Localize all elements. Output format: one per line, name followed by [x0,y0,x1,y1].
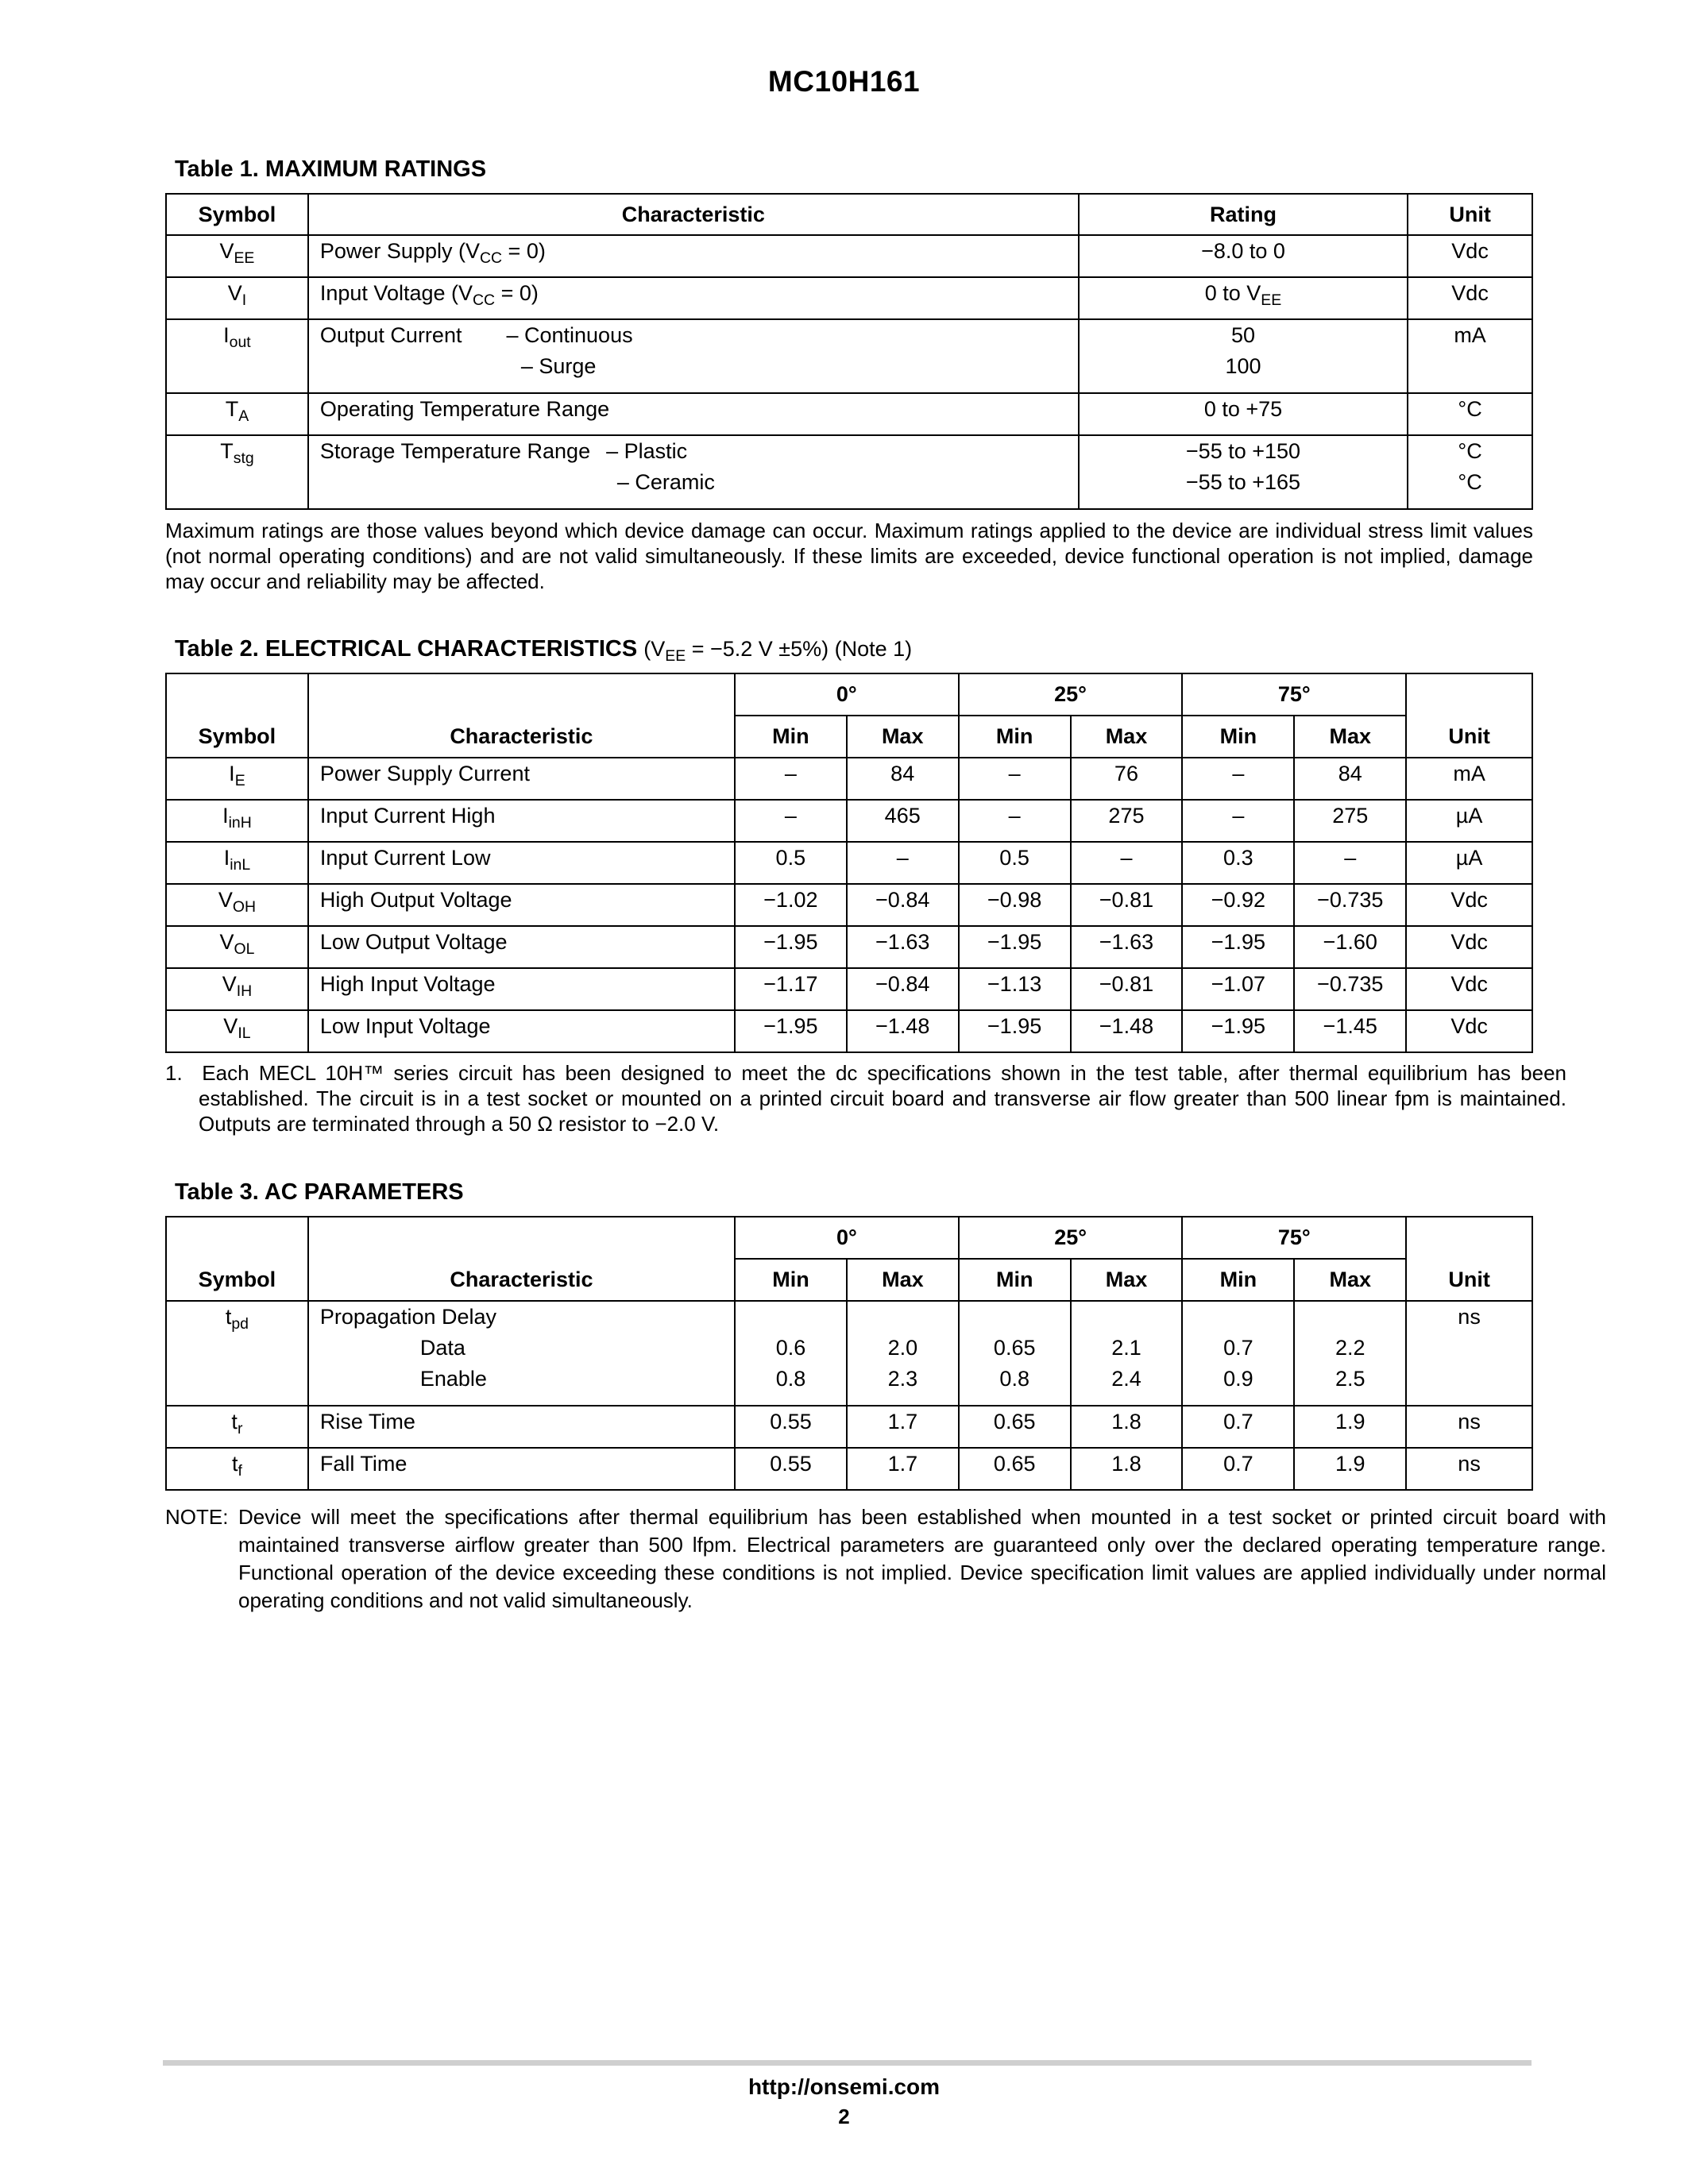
characteristic-cell: Input Current Low [308,842,735,884]
value-cell: – [959,758,1071,800]
value-cell: −1.48 [847,1010,959,1052]
header-min: Min [1182,716,1294,758]
value-cell: – [1071,842,1183,884]
rating-cell: 0 to +75 [1079,393,1408,435]
characteristic-cell: Low Input Voltage [308,1010,735,1052]
page-number: 2 [838,2105,850,2128]
unit-cell: mA [1406,758,1532,800]
characteristic-cell: Input Voltage $(V_{CC} = 0)$ [308,277,1079,319]
value-cell: −1.02 [735,884,847,926]
value-cell: – [1294,842,1406,884]
value-cell: 2.2 2.5 [1294,1301,1406,1406]
table-row [166,926,1532,968]
header-min: Min [959,1259,1071,1301]
table-row [166,800,1532,842]
value-cell: −1.60 [1294,926,1406,968]
value-cell: – [1182,758,1294,800]
value-cell: −0.84 [847,968,959,1010]
header-symbol: Symbol [166,194,308,235]
header-max: Max [1294,1259,1406,1301]
table-row [166,1448,1532,1490]
value-cell: −1.17 [735,968,847,1010]
value-cell: 0.65 [959,1406,1071,1448]
characteristic-cell: Low Output Voltage [308,926,735,968]
header-characteristic: Characteristic [308,1217,735,1301]
symbol-cell: $t_{pd}$ [166,1301,308,1406]
characteristic-cell: Input Current High [308,800,735,842]
header-temp-75: 75° [1182,1217,1406,1259]
value-cell: 0.65 [959,1448,1071,1490]
characteristic-cell: High Output Voltage [308,884,735,926]
symbol-cell: $I_{inL}$ [166,842,308,884]
symbol-cell: $t_f$ [166,1448,308,1490]
table-row [166,277,1532,319]
maximum-ratings-table [165,193,1533,510]
value-cell: −0.735 [1294,968,1406,1010]
header-unit: Unit [1406,1217,1532,1301]
table-row [166,235,1532,277]
table3-note: NOTE: Device will meet the specifications after thermal equilibrium has been established when mounted in a test socket or printed circuit board with maintained transverse airflow greater than 500 lfpm. Electrical parameters are guaranteed only over the declared operating temperature range. Functional operation of the device exceeding these conditions is not implied. Device specification limit values are applied individually under normal operating conditions and not valid simultaneously. [165,1505,1606,1612]
header-max: Max [847,716,959,758]
header-temp-0: 0° [735,673,959,716]
unit-cell: Vdc [1408,277,1532,319]
symbol-cell: $t_r$ [166,1406,308,1448]
characteristic-cell: Power Supply Current [308,758,735,800]
unit-cell: Vdc [1406,926,1532,968]
footer-divider [163,2060,1532,2066]
table-row [166,1301,1532,1406]
value-cell: −0.84 [847,884,959,926]
header-min: Min [735,716,847,758]
table2-note: 1. Each MECL 10H™ series circuit has been designed to meet the dc specifications shown in the test table, after thermal equilibrium has been established. The circuit is in a test socket or mounted on a printed circuit board and transverse air flow greater than 500 linear fpm is maintained. Outputs are terminated through a 50 Ω resistor to −2.0 V. [165,1061,1566,1136]
table1-title: Table 1. MAXIMUM RATINGS [175,156,487,182]
value-cell: 0.3 [1182,842,1294,884]
value-cell: 275 [1071,800,1183,842]
symbol-cell: $T_{stg}$ [166,435,308,509]
unit-cell: ns [1406,1406,1532,1448]
value-cell: −1.95 [959,926,1071,968]
table-row [166,884,1532,926]
value-cell: – [959,800,1071,842]
value-cell: −1.95 [1182,926,1294,968]
header-temp-25: 25° [959,673,1183,716]
value-cell: 1.8 [1071,1406,1183,1448]
unit-cell: °C °C [1408,435,1532,509]
table-row [166,393,1532,435]
value-cell: −1.95 [735,1010,847,1052]
table-row [166,758,1532,800]
rating-cell: 50 100 [1079,319,1408,393]
symbol-cell: $I_{out}$ [166,319,308,393]
unit-cell: Vdc [1408,235,1532,277]
ac-parameters-table [165,1216,1533,1491]
header-characteristic: Characteristic [308,194,1079,235]
value-cell: −1.07 [1182,968,1294,1010]
value-cell: 0.65 0.8 [959,1301,1071,1406]
table-row [166,1406,1532,1448]
value-cell: 76 [1071,758,1183,800]
header-min: Min [735,1259,847,1301]
value-cell: −0.98 [959,884,1071,926]
value-cell: −0.81 [1071,884,1183,926]
rating-cell: 0 to $V_{EE}$ [1079,277,1408,319]
value-cell: 0.55 [735,1406,847,1448]
page-title: MC10H161 [767,65,921,98]
header-max: Max [1071,716,1183,758]
characteristic-cell: High Input Voltage [308,968,735,1010]
value-cell: 84 [847,758,959,800]
symbol-cell: $V_{EE}$ [166,235,308,277]
header-characteristic: Characteristic [308,673,735,758]
electrical-characteristics-table [165,673,1533,1053]
table-row [166,842,1532,884]
header-temp-0: 0° [735,1217,959,1259]
header-symbol: Symbol [166,1217,308,1301]
header-rating: Rating [1079,194,1408,235]
header-max: Max [1071,1259,1183,1301]
value-cell: −1.48 [1071,1010,1183,1052]
value-cell: 1.9 [1294,1406,1406,1448]
unit-cell: mA [1408,319,1532,393]
value-cell: −0.92 [1182,884,1294,926]
value-cell: −1.95 [1182,1010,1294,1052]
characteristic-cell: Output Current – Continuous – Surge [308,319,1079,393]
header-min: Min [1182,1259,1294,1301]
value-cell: −0.81 [1071,968,1183,1010]
value-cell: −1.13 [959,968,1071,1010]
header-symbol: Symbol [166,673,308,758]
unit-cell: µA [1406,800,1532,842]
value-cell: 0.7 [1182,1406,1294,1448]
symbol-cell: $V_{IH}$ [166,968,308,1010]
unit-cell: Vdc [1406,884,1532,926]
characteristic-cell: Storage Temperature Range – Plastic – Ceramic [308,435,1079,509]
value-cell: 275 [1294,800,1406,842]
value-cell: −1.95 [959,1010,1071,1052]
unit-cell: ns [1406,1448,1532,1490]
value-cell: – [735,800,847,842]
symbol-cell: $V_{OH}$ [166,884,308,926]
value-cell: 1.7 [847,1406,959,1448]
characteristic-cell: Propagation Delay Data Enable [308,1301,735,1406]
value-cell: – [735,758,847,800]
header-max: Max [1294,716,1406,758]
value-cell: 84 [1294,758,1406,800]
header-unit: Unit [1406,673,1532,758]
table-row [166,1010,1532,1052]
rating-cell: −55 to +150 −55 to +165 [1079,435,1408,509]
unit-cell: ns [1406,1301,1532,1406]
value-cell: 0.7 0.9 [1182,1301,1294,1406]
unit-cell: µA [1406,842,1532,884]
table-row [166,435,1532,509]
characteristic-cell: Operating Temperature Range [308,393,1079,435]
header-unit: Unit [1408,194,1532,235]
header-temp-25: 25° [959,1217,1183,1259]
unit-cell: Vdc [1406,968,1532,1010]
unit-cell: Vdc [1406,1010,1532,1052]
symbol-cell: $V_{OL}$ [166,926,308,968]
symbol-cell: $T_A$ [166,393,308,435]
header-max: Max [847,1259,959,1301]
table2-condition: ($V_{EE} = -5.2$ V ±5%) (Note 1) [643,637,913,665]
value-cell: −1.63 [847,926,959,968]
characteristic-cell: Fall Time [308,1448,735,1490]
rating-cell: −8.0 to 0 [1079,235,1408,277]
symbol-cell: $I_{inH}$ [166,800,308,842]
value-cell: 2.1 2.4 [1071,1301,1183,1406]
characteristic-cell: Rise Time [308,1406,735,1448]
table2-title: Table 2. ELECTRICAL CHARACTERISTICS ($V_{EE} = -5.2$ V ±5%) (Note 1) [175,636,913,665]
value-cell: −0.735 [1294,884,1406,926]
symbol-cell: $V_{IL}$ [166,1010,308,1052]
value-cell: – [847,842,959,884]
table-row [166,319,1532,393]
value-cell: 1.9 [1294,1448,1406,1490]
table3-title: Table 3. AC PARAMETERS [175,1179,464,1205]
header-min: Min [959,716,1071,758]
unit-cell: °C [1408,393,1532,435]
value-cell: −1.45 [1294,1010,1406,1052]
value-cell: −1.63 [1071,926,1183,968]
value-cell: 0.5 [959,842,1071,884]
footer-link[interactable]: http://onsemi.com [747,2074,941,2099]
symbol-cell: $I_E$ [166,758,308,800]
characteristic-cell: Power Supply $(V_{CC} = 0)$ [308,235,1079,277]
header-temp-75: 75° [1182,673,1406,716]
value-cell: −1.95 [735,926,847,968]
value-cell: 0.55 [735,1448,847,1490]
value-cell: 0.6 0.8 [735,1301,847,1406]
value-cell: – [1182,800,1294,842]
value-cell: 1.7 [847,1448,959,1490]
table-row [166,968,1532,1010]
table1-note: Maximum ratings are those values beyond which device damage can occur. Maximum ratings applied to the device are individual stress limit values (not normal operating conditions) and are not valid simultaneously. If these limits are exceeded, device functional operation is not implied, damage may occur and reliability may be affected. [165,519,1533,593]
value-cell: 0.5 [735,842,847,884]
value-cell: 2.0 2.3 [847,1301,959,1406]
symbol-cell: $V_I$ [166,277,308,319]
value-cell: 465 [847,800,959,842]
value-cell: 0.7 [1182,1448,1294,1490]
value-cell: 1.8 [1071,1448,1183,1490]
